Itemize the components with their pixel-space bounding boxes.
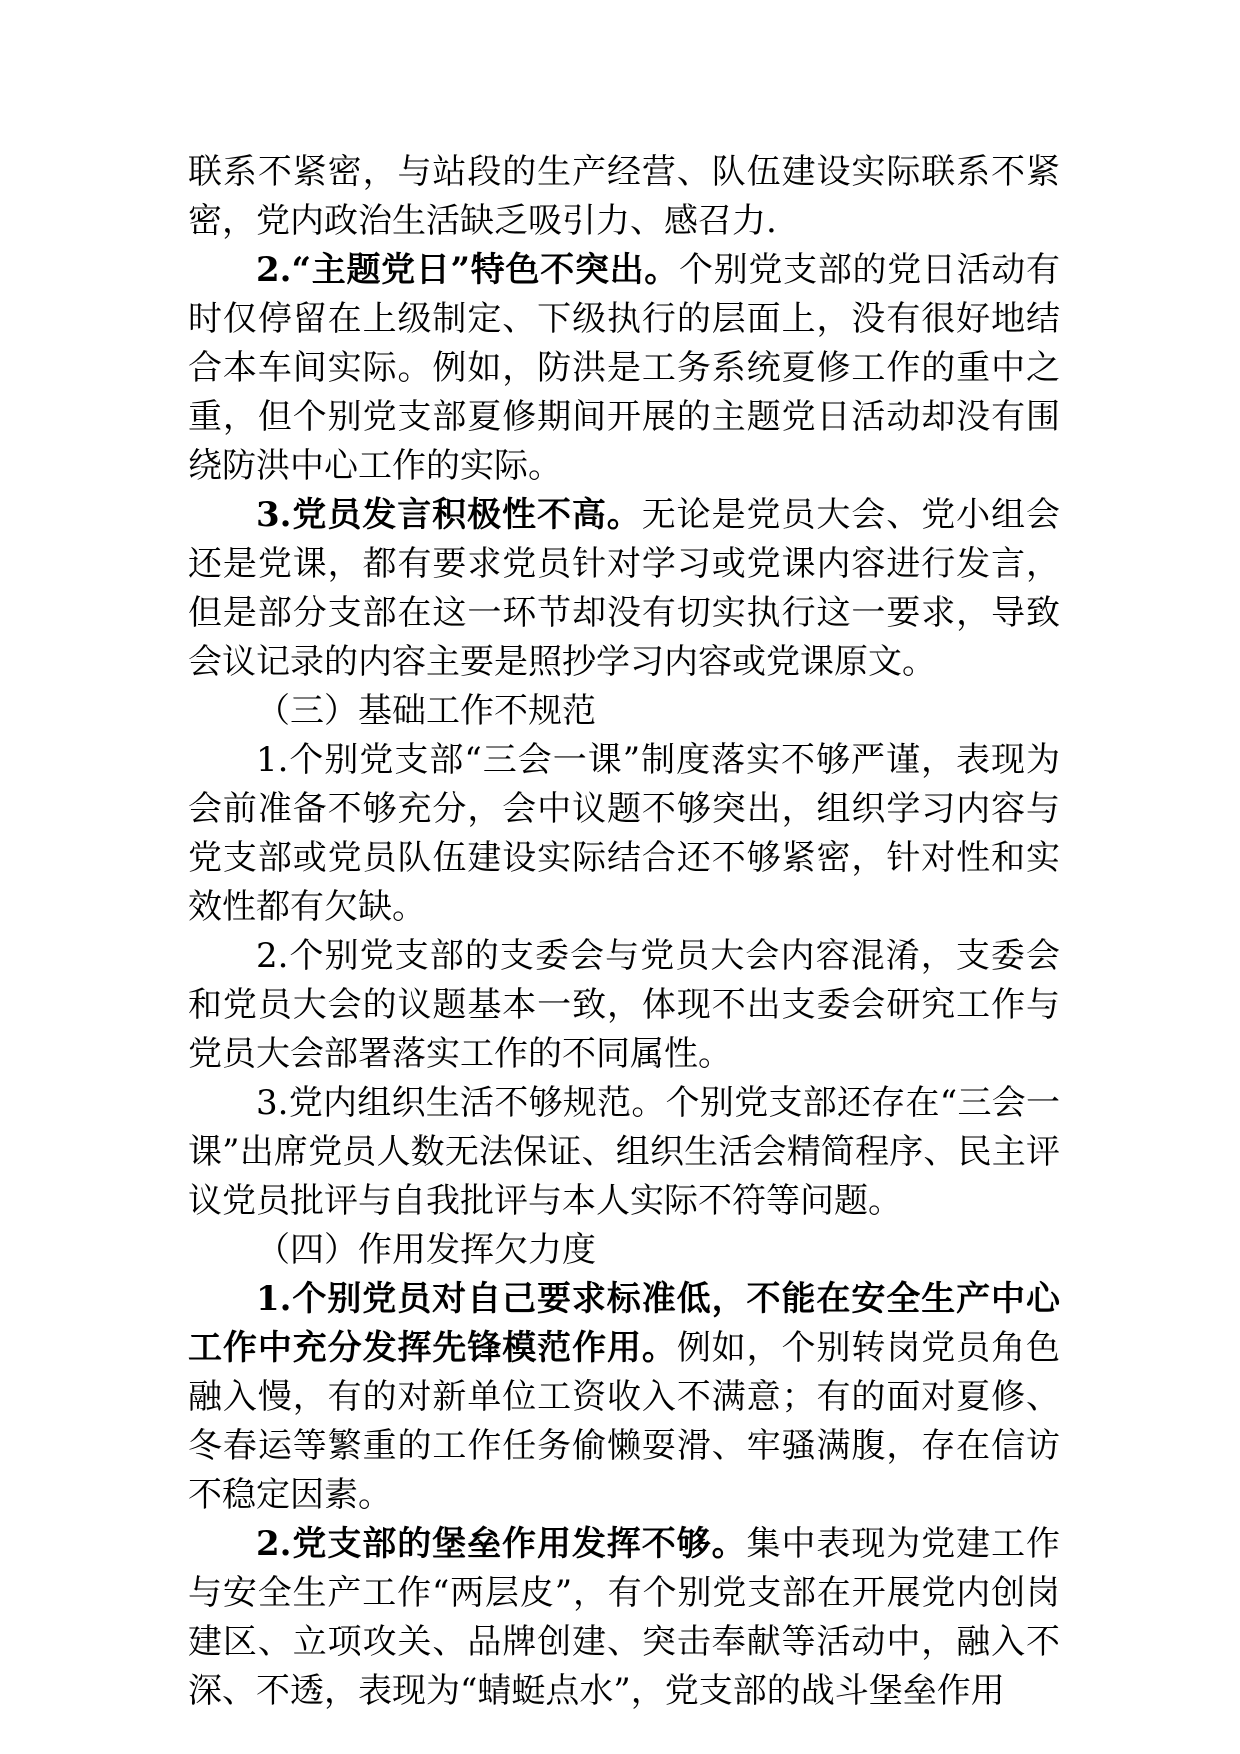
paragraph-text: 无论是党员大会、党小组会还是党课，都有要求党员针对学习或党课内容进行发言，但是部分支部在这一环节却没有切实执行这一要求，导致会议记录的内容主要是照抄学习内容或党课原文。 (188, 495, 1060, 682)
paragraph-organization-life (188, 1079, 1060, 1226)
paragraph-three-meetings (188, 736, 1060, 932)
paragraph-text: 个别党支部的党日活动有时仅停留在上级制定、下级执行的层面上，没有很好地结合本车间实际。例如，防洪是工务系统夏修工作的重中之重，但个别党支部夏修期间开展的主题党日活动却没有围绕防洪中心工作的实际。 (188, 250, 1061, 486)
section-heading-4 (188, 1226, 1060, 1275)
paragraph-text: 2.个别党支部的支委会与党员大会内容混淆，支委会和党员大会的议题基本一致，体现不出支委会研究工作与党员大会部署落实工作的不同属性。 (188, 936, 1060, 1074)
paragraph-committee-confusion (188, 932, 1060, 1079)
paragraph-text: 联系不紧密，与站段的生产经营、队伍建设实际联系不紧密，党内政治生活缺乏吸引力、感召力. (188, 152, 1060, 241)
section-heading-3 (188, 687, 1060, 736)
paragraph-fortress-role (188, 1520, 1060, 1716)
paragraph-lead: 2.党支部的堡垒作用发挥不够。 (256, 1524, 747, 1564)
paragraph-continuation (188, 148, 1060, 246)
paragraph-member-speaking (188, 491, 1060, 687)
paragraph-text: 3.党内组织生活不够规范。个别党支部还存在“三会一课”出席党员人数无法保证、组织生活会精简程序、民主评议党员批评与自我批评与本人实际不符等问题。 (188, 1083, 1060, 1221)
paragraph-pioneer-role (188, 1275, 1060, 1520)
paragraph-text: 例如，个别转岗党员角色融入慢，有的对新单位工资收入不满意；有的面对夏修、冬春运等繁重的工作任务偷懒耍滑、牢骚满腹，存在信访不稳定因素。 (188, 1328, 1061, 1515)
section-heading-text: （四）作用发挥欠力度 (256, 1230, 596, 1270)
paragraph-lead: 2.“主题党日”特色不突出。 (256, 250, 680, 290)
document-page (188, 148, 1060, 1716)
section-heading-text: （三）基础工作不规范 (256, 691, 596, 731)
paragraph-text: 集中表现为党建工作与安全生产工作“两层皮”，有个别党支部在开展党内创岗建区、立项攻关、品牌创建、突击奉献等活动中，融入不深、不透，表现为“蜻蜓点水”，党支部的战斗堡垒作用 (188, 1524, 1061, 1711)
paragraph-text: 1.个别党支部“三会一课”制度落实不够严谨，表现为会前准备不够充分，会中议题不够突出，组织学习内容与党支部或党员队伍建设实际结合还不够紧密，针对性和实效性都有欠缺。 (188, 740, 1060, 927)
paragraph-lead: 1.个别党员对自己要求标准低，不能在安全生产中心工作中充分发挥先锋模范作用。 (188, 1279, 1060, 1368)
paragraph-lead: 3.党员发言积极性不高。 (256, 495, 642, 535)
paragraph-theme-party-day (188, 246, 1060, 491)
